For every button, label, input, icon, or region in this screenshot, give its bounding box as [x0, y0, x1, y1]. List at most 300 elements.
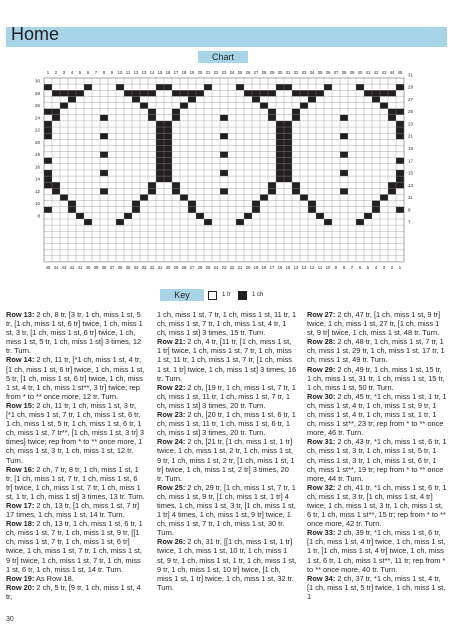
bottom-column-number: 45	[45, 264, 51, 270]
row-text: 2 ch, 37 tr, *1 ch, miss 1 st, 4 tr, [1 ch, miss 1 st, 5 tr] twice, 1 ch, miss 1 st, 1	[307, 573, 446, 601]
chart-cell-filled	[316, 213, 324, 219]
chart-cell-filled	[388, 188, 396, 194]
chart-cell-filled	[268, 188, 276, 194]
key-item-ch: 1 ch	[252, 292, 264, 298]
bottom-column-number: 11	[317, 264, 323, 270]
chart-cell-filled	[172, 115, 180, 121]
top-column-number: 44	[389, 70, 395, 75]
bottom-column-number: 30	[165, 264, 171, 270]
top-column-number: 24	[229, 70, 235, 75]
chart-cell-filled	[164, 170, 172, 176]
chart-cell-filled	[100, 133, 108, 139]
row-heading: Row 22:	[157, 382, 186, 392]
top-column-number: 18	[181, 70, 187, 75]
chart-cell-filled	[276, 127, 284, 133]
top-column-number: 25	[237, 70, 243, 75]
top-column-number: 36	[325, 70, 331, 75]
bottom-column-number: 9	[334, 264, 338, 270]
chart-cell-filled	[164, 145, 172, 151]
bottom-column-number: 14	[293, 264, 299, 270]
row-heading: Row 18:	[6, 519, 35, 529]
row-text: 2 ch, 49 tr, 1 ch, miss 1 st, 15 tr, 1 ch, miss 1 st, 31 tr, 1 ch, miss 1 st, 15 tr, 1 ch, miss 1 st, 50 tr. Turn.	[307, 364, 445, 392]
chart-cell-filled	[308, 96, 316, 102]
top-column-number: 35	[317, 70, 323, 75]
bottom-column-number: 8	[342, 264, 346, 270]
right-row-number: 29	[408, 84, 414, 90]
chart-cell-filled	[372, 201, 380, 207]
right-row-number: 23	[408, 121, 414, 127]
row-text: As Row 18.	[36, 573, 74, 583]
row-heading: Row 26:	[157, 537, 186, 547]
chart-cell-filled	[68, 201, 76, 207]
chart-cell-filled	[284, 84, 292, 90]
top-column-number: 6	[86, 70, 90, 75]
bottom-column-number: 17	[269, 264, 275, 270]
row-heading: Row 28:	[307, 337, 336, 347]
left-row-number: 12	[34, 188, 40, 194]
top-column-number: 14	[149, 70, 155, 75]
bottom-column-number: 29	[173, 264, 179, 270]
chart-cell-filled	[100, 115, 108, 121]
top-column-number: 9	[110, 70, 114, 75]
chart-cell-filled	[380, 103, 388, 109]
right-row-number: 19	[408, 145, 414, 151]
chart-cell-filled	[164, 133, 172, 139]
chart-cell-filled	[140, 90, 148, 96]
chart-cell-filled	[172, 90, 180, 96]
chart-cell-filled	[60, 90, 68, 96]
bottom-column-number: 36	[117, 264, 123, 270]
top-column-number: 40	[357, 70, 363, 75]
chart-cell-filled	[180, 194, 188, 200]
chart-cell-filled	[100, 188, 108, 194]
chart-cell-filled	[156, 176, 164, 182]
row-heading: Row 27:	[307, 310, 336, 319]
top-column-number: 20	[197, 70, 203, 75]
instruction-paragraph	[157, 310, 297, 337]
chart-cell-filled	[284, 121, 292, 127]
top-column-number: 45	[397, 70, 403, 75]
right-row-number: 9	[408, 207, 411, 213]
right-row-number: 21	[408, 133, 414, 139]
chart-cell-filled	[340, 115, 348, 121]
chart-cell-filled	[156, 121, 164, 127]
right-row-number: 31	[408, 72, 414, 78]
bottom-column-number: 16	[277, 264, 283, 270]
top-column-number: 43	[381, 70, 387, 75]
bottom-column-number: 43	[61, 264, 67, 270]
bottom-column-number: 34	[133, 264, 139, 270]
row-text: 2 ch, 8 tr, [3 tr, 1 ch, miss 1 st, 5 tr, [1 ch, miss 1 st, 6 tr] twice, 1 ch, miss 1 st, 3 tr, [1 ch, miss 1 st, 6 tr] twice, 1 ch, miss 1 st, 5 tr, 1 ch, miss 1 st] 3 times, 12 tr. Turn.	[6, 310, 143, 356]
instruction-paragraph	[6, 501, 146, 519]
chart-cell-filled	[100, 170, 108, 176]
chart-cell-filled	[340, 133, 348, 139]
chart-cell-filled	[204, 84, 212, 90]
chart-cell-filled	[372, 207, 380, 213]
chart-cell-filled	[380, 90, 388, 96]
row-text: 2 ch, [20 tr, 1 ch, miss 1 st, 6 tr, 1 ch, miss 1 st, 11 tr, 1 ch, miss 1 st, 6 tr, 1 ch, miss 1 st] 3 times, 20 tr. Turn.	[157, 410, 296, 438]
chart-cell-filled	[156, 84, 164, 90]
chart-cell-filled	[396, 84, 404, 90]
chart-cell-filled	[268, 182, 276, 188]
chart-cell-filled	[204, 219, 212, 225]
top-column-number: 23	[221, 70, 227, 75]
instruction-paragraph	[157, 410, 297, 437]
instructions-column-3	[307, 310, 447, 601]
chart-cell-filled	[52, 90, 60, 96]
chart-cell-filled	[244, 213, 252, 219]
top-column-number: 8	[102, 70, 106, 75]
chart-cell-filled	[140, 194, 148, 200]
chart-cell-filled	[84, 219, 92, 225]
row-heading: Row 25:	[157, 482, 186, 492]
instruction-paragraph	[307, 574, 447, 601]
instruction-paragraph	[157, 437, 297, 482]
top-column-number: 38	[341, 70, 347, 75]
top-column-number: 26	[245, 70, 251, 75]
chart-cell-filled	[68, 96, 76, 102]
top-column-number: 11	[125, 70, 131, 75]
chart-cell-filled	[188, 201, 196, 207]
top-column-number: 22	[213, 70, 219, 75]
top-column-number: 12	[133, 70, 139, 75]
chart-cell-filled	[44, 121, 52, 127]
chart-cell-filled	[164, 121, 172, 127]
chart-cell-filled	[388, 109, 396, 115]
top-column-number: 1	[46, 70, 50, 75]
row-text: 2 ch, 11 tr, 1 ch, miss 1 st, 3 tr, [*1 ch, miss 1 st, 7 tr, 1 ch, miss 1 st, 6 tr, 1 ch, miss 1 st, 5 tr, 1 ch, miss 1 st, 6 tr, 1 ch, miss 1 st, 7 tr**, [1 ch, miss 1 st, 3 tr] 3 times] twice; rep from * to ** once more, 1 ch, miss 1 st, 3 tr, 1 ch, miss 1 st, 12 tr. Turn.	[6, 400, 144, 465]
row-text: 2 ch, [21 tr, [1 ch, miss 1 st, 1 tr] twice, 1 ch, miss 1 st, 2 tr, 1 ch, miss 1 st, 9 tr, 1 ch, miss 1 st, 2 tr, [1 ch, miss 1 st, 1 tr] twice, 1 ch, miss 1 st, 2 tr] 3 times, 20 tr. Turn.	[157, 437, 295, 483]
row-text: 2 ch, 47 tr, [1 ch, miss 1 st, 9 tr] twice, 1 ch, miss 1 st, 27 tr, [1 ch, miss 1 st, 9 tr] twice, 1 ch, miss 1 st, 48 tr. Turn.	[307, 310, 441, 338]
chart-cell-filled	[220, 188, 228, 194]
bottom-column-number: 37	[109, 264, 115, 270]
chart-cell-filled	[132, 201, 140, 207]
bottom-column-number: 3	[382, 264, 386, 270]
bottom-column-number: 24	[213, 264, 219, 270]
top-column-number: 32	[293, 70, 299, 75]
chart-cell-filled	[172, 109, 180, 115]
chart-cell-filled	[396, 176, 404, 182]
right-row-number: 15	[408, 170, 414, 176]
instruction-paragraph	[6, 310, 146, 355]
chart-cell-filled	[308, 207, 316, 213]
chart-cell-filled	[188, 207, 196, 213]
right-row-number: 13	[408, 182, 414, 188]
bottom-column-number: 38	[101, 264, 107, 270]
chart-cell-filled	[220, 170, 228, 176]
right-row-number: 27	[408, 96, 414, 102]
bottom-column-number: 23	[221, 264, 227, 270]
top-column-number: 4	[70, 70, 74, 75]
bottom-column-number: 25	[205, 264, 211, 270]
chart-cell-filled	[84, 84, 92, 90]
chart-cell-filled	[284, 152, 292, 158]
bottom-column-number: 28	[181, 264, 187, 270]
instruction-paragraph	[157, 337, 297, 382]
top-column-number: 42	[373, 70, 379, 75]
chart-cell-filled	[276, 84, 284, 90]
row-heading: Row 13:	[6, 310, 35, 319]
top-column-number: 34	[309, 70, 315, 75]
header-band	[6, 27, 447, 47]
chart-cell-filled	[124, 213, 132, 219]
chart-cell-filled	[396, 133, 404, 139]
left-row-number: 22	[34, 127, 40, 133]
chart-cell-filled	[396, 127, 404, 133]
left-row-number: 10	[34, 201, 40, 207]
row-text: 2 ch, 13 tr, 1 ch, miss 1 st, 6 tr, 1 ch, miss 1 st, 7 tr, 1 ch, miss 1 st, 9 tr, [[1 ch, miss 1 st, 7 tr, 1 ch, miss 1 st, 6 tr] twice, 1 ch, miss 1 st, 7 tr, 1 ch, miss 1 st, 9 tr] twice, 1 ch, miss 1 st, 7 tr, 1 ch, miss 1 st, 6 tr, 1 ch, miss 1 st, 14 tr. Turn.	[6, 519, 143, 574]
chart-cell-filled	[52, 182, 60, 188]
instruction-paragraph	[157, 483, 297, 538]
row-text: 1 ch, miss 1 st, 7 tr, 1 ch, miss 1 st, 11 tr, 1 ch, miss 1 st, 7 tr, 1 ch, miss 1 st, 4 tr, 1 ch, miss 1 st] 3 times, 15 tr. Turn.	[157, 310, 297, 338]
chart-cell-filled	[44, 176, 52, 182]
chart-cell-filled	[52, 109, 60, 115]
chart-cell-filled	[324, 84, 332, 90]
row-text: 2 ch, 43 tr, *1 ch, miss 1 st, 6 tr, 1 ch, miss 1 st, 3 tr, 1 ch, miss 1 st, 5 tr, 1 ch, miss 1 st, 3 tr, 1 ch, miss 1 st, 6 tr, 1 ch, miss 1 st**, 19 tr; rep from * to ** once more, 44 tr. Turn.	[307, 437, 447, 483]
right-row-number: 7	[408, 219, 411, 225]
bottom-column-number: 2	[390, 264, 394, 270]
bottom-column-number: 1	[398, 264, 402, 270]
bottom-column-number: 44	[53, 264, 59, 270]
chart-cell-filled	[164, 84, 172, 90]
page-number: 30	[6, 616, 14, 623]
chart-cell-filled	[252, 90, 260, 96]
instructions-column-2	[157, 310, 297, 592]
bottom-column-number: 42	[69, 264, 75, 270]
row-heading: Row 23:	[157, 410, 186, 420]
chart-cell-filled	[284, 176, 292, 182]
top-column-number: 2	[54, 70, 58, 75]
chart-cell-filled	[148, 90, 156, 96]
instruction-paragraph	[6, 574, 146, 583]
bottom-column-number: 26	[197, 264, 203, 270]
chart-cell-filled	[140, 103, 148, 109]
instruction-paragraph	[307, 528, 447, 573]
row-text: 2 ch, 5 tr, [9 tr, 1 ch, miss 1 st, 4 tr,	[6, 582, 141, 601]
top-column-number: 33	[301, 70, 307, 75]
chart-cell-filled	[164, 152, 172, 158]
chart-cell-filled	[292, 188, 300, 194]
bottom-column-number: 40	[85, 264, 91, 270]
chart-cell-filled	[164, 127, 172, 133]
chart-cell-filled	[148, 109, 156, 115]
chart-cell-filled	[52, 188, 60, 194]
chart-cell-filled	[156, 139, 164, 145]
row-text: 2 ch, 11 tr, [*1 ch, miss 1 st, 4 tr, [1 ch, miss 1 st, 6 tr] twice, 1 ch, miss 1 st, 5 tr, [1 ch, miss 1 st, 6 tr] twice, 1 ch, miss 1 st, 4 tr, 1 ch, miss 1 st**, 3 tr] twice; rep from * to ** once more, 12 tr. Turn.	[6, 355, 145, 401]
chart-cell-filled	[308, 201, 316, 207]
chart-cell-filled	[156, 133, 164, 139]
instruction-paragraph	[157, 383, 297, 410]
chart-cell-filled	[300, 103, 308, 109]
chart-cell-filled	[196, 90, 204, 96]
chart-cell-filled	[372, 90, 380, 96]
chart-cell-filled	[148, 115, 156, 121]
row-text: 2 ch, 45 tr, *1 ch, miss 1 st, 1 tr, 1 ch, miss 1 st, 4 tr, 1 ch, miss 1 st, 9 tr, 1 ch, miss 1 st, 4 tr, 1 ch, miss 1 st, 1 tr, 1 ch, miss 1 st**, 23 tr; rep from * to ** once more, 46 tr. Turn.	[307, 391, 447, 438]
top-column-number: 10	[117, 70, 123, 75]
instruction-paragraph	[157, 537, 297, 592]
chart-cell-filled	[220, 115, 228, 121]
row-text: 2 ch, 31 tr, [[1 ch, miss 1 st, 1 tr] twice, 1 ch, miss 1 st, 10 tr, 1 ch, miss 1 st, 9 tr, 1 ch, miss 1 st, 1 tr, 1 ch, miss 1 st, 9 tr, 1 ch, miss 1 st, 10 tr] twice, [1 ch, miss 1 st, 1 tr] twice, 1 ch, miss 1 st, 32 tr. Turn.	[157, 537, 297, 592]
chart-cell-filled	[164, 139, 172, 145]
chart-cell-filled	[260, 90, 268, 96]
chart-cell-filled	[156, 164, 164, 170]
row-heading: Row 31:	[307, 437, 336, 447]
chart-cell-filled	[156, 145, 164, 151]
instruction-paragraph	[6, 519, 146, 574]
chart-cell-filled	[388, 182, 396, 188]
filet-chart	[0, 62, 453, 287]
top-column-number: 17	[173, 70, 179, 75]
chart-cell-filled	[260, 103, 268, 109]
chart-cell-filled	[276, 133, 284, 139]
chart-cell-filled	[292, 109, 300, 115]
top-column-number: 7	[94, 70, 98, 75]
chart-cell-filled	[252, 96, 260, 102]
instruction-paragraph	[307, 365, 447, 392]
row-heading: Row 30:	[307, 391, 336, 401]
chart-cell-filled	[268, 109, 276, 115]
top-column-number: 41	[365, 70, 371, 75]
chart-label: Chart	[198, 51, 248, 63]
row-text: 2 ch, 13 tr, [1 ch, miss 1 st, 7 tr] 17 times, 1 ch, miss 1 st, 14 tr. Turn.	[6, 500, 140, 520]
row-text: 2 ch, 7 tr, 8 tr, 1 ch, miss 1 st, 1 tr, [1 ch, miss 1 st, 7 tr, 1 ch, miss 1 st, 6 tr] twice, 1 ch, miss 1 st, 7 tr, 1 ch, miss 1 st, 1 tr, 1 ch, miss 1 st] 3 times, 13 tr. Turn.	[6, 464, 145, 501]
chart-cell-filled	[324, 219, 332, 225]
bottom-column-number: 19	[253, 264, 259, 270]
bottom-column-number: 20	[245, 264, 251, 270]
chart-cell-filled	[236, 219, 244, 225]
top-column-number: 5	[78, 70, 82, 75]
chart-cell-filled	[396, 158, 404, 164]
chart-cell-filled	[276, 158, 284, 164]
chart-cell-filled	[252, 201, 260, 207]
chart-cell-filled	[76, 213, 84, 219]
row-text: 2 ch, 4 tr, [11 tr, [1 ch, miss 1 st, 1 tr] twice, 1 ch, miss 1 st, 7 tr, 1 ch, miss 1 st, 11 tr, 1 ch, miss 1 st, 7 tr, [1 ch, miss 1 st, 1 tr] twice, 1 ch, miss 1 st] 3 times, 16 tr. Turn.	[157, 337, 297, 383]
chart-cell-filled	[172, 182, 180, 188]
bottom-column-number: 12	[309, 264, 315, 270]
chart-cell-filled	[380, 194, 388, 200]
bottom-column-number: 21	[237, 264, 243, 270]
bottom-column-number: 39	[93, 264, 99, 270]
right-row-number: 17	[408, 158, 414, 164]
bottom-column-number: 32	[149, 264, 155, 270]
chart-cell-filled	[356, 84, 364, 90]
top-column-number: 13	[141, 70, 147, 75]
row-text: 2 ch, 29 tr, [1 ch, miss 1 st, 7 tr, 1 ch, miss 1 st, 9 tr, [1 ch, miss 1 st, 1 tr] 4 times, 1 ch, miss 1 st, 3 tr, [1 ch, miss 1 st, 1 tr] 4 times, 1 ch, miss 1 st, 9 tr] twice, 1 ch, miss 1 st, 7 tr, 1 ch, miss 1 st, 30 tr. Turn.	[157, 482, 296, 538]
chart-cell-filled	[364, 90, 372, 96]
row-heading: Row 17:	[6, 500, 35, 510]
chart-cell-filled	[100, 152, 108, 158]
chart-cell-filled	[276, 170, 284, 176]
chart-cell-filled	[276, 164, 284, 170]
chart-cell-filled	[220, 152, 228, 158]
chart-cell-filled	[44, 127, 52, 133]
chart-cell-filled	[284, 158, 292, 164]
chart-cell-filled	[236, 84, 244, 90]
chart-cell-filled	[284, 139, 292, 145]
left-row-number: 8	[37, 213, 40, 219]
bottom-column-number: 22	[229, 264, 235, 270]
chart-cell-filled	[68, 90, 76, 96]
chart-cell-filled	[364, 213, 372, 219]
chart-cell-filled	[396, 170, 404, 176]
row-text: 2 ch, 48 tr, 1 ch, miss 1 st, 7 tr, 1 ch, miss 1 st, 29 tr, 1 ch, miss 1 st, 17 tr, 1 ch, miss 1 st, 49 tr. Turn.	[307, 337, 445, 365]
bottom-column-number: 18	[261, 264, 267, 270]
left-row-number: 28	[34, 90, 40, 96]
filled-square-icon	[238, 291, 247, 300]
row-heading: Row 19:	[6, 573, 35, 583]
empty-square-icon	[208, 291, 217, 300]
bottom-column-number: 35	[125, 264, 131, 270]
top-column-number: 15	[157, 70, 163, 75]
chart-cell-filled	[220, 133, 228, 139]
chart-cell-filled	[252, 207, 260, 213]
chart-cell-filled	[388, 90, 396, 96]
chart-cell-filled	[276, 139, 284, 145]
left-row-number: 14	[34, 176, 40, 182]
chart-cell-filled	[44, 84, 52, 90]
row-heading: Row 16:	[6, 464, 35, 474]
chart-cell-filled	[268, 90, 276, 96]
instruction-paragraph	[6, 465, 146, 501]
chart-cell-filled	[284, 127, 292, 133]
chart-cell-filled	[172, 188, 180, 194]
chart-cell-filled	[156, 158, 164, 164]
top-column-number: 30	[277, 70, 283, 75]
chart-cell-filled	[180, 90, 188, 96]
chart-cell-filled	[292, 90, 300, 96]
chart-cell-filled	[132, 90, 140, 96]
top-column-number: 19	[189, 70, 195, 75]
chart-cell-filled	[276, 121, 284, 127]
left-row-number: 16	[34, 164, 40, 170]
chart-cell-filled	[60, 103, 68, 109]
top-column-number: 31	[285, 70, 291, 75]
bottom-column-number: 10	[325, 264, 331, 270]
chart-cell-filled	[268, 115, 276, 121]
chart-cell-filled	[340, 152, 348, 158]
chart-cell-filled	[44, 182, 52, 188]
bottom-column-number: 27	[189, 264, 195, 270]
chart-cell-filled	[292, 182, 300, 188]
right-row-number: 25	[408, 109, 414, 115]
chart-cell-filled	[292, 115, 300, 121]
top-column-number: 28	[261, 70, 267, 75]
chart-cell-filled	[260, 194, 268, 200]
chart-cell-filled	[68, 207, 76, 213]
chart-cell-filled	[156, 152, 164, 158]
top-column-number: 29	[269, 70, 275, 75]
instructions-column-1	[6, 310, 146, 601]
top-column-number: 16	[165, 70, 171, 75]
bottom-column-number: 31	[157, 264, 163, 270]
chart-cell-filled	[396, 182, 404, 188]
chart-cell-filled	[132, 207, 140, 213]
chart-cell-filled	[284, 133, 292, 139]
chart-cell-filled	[116, 219, 124, 225]
left-row-number: 18	[34, 152, 40, 158]
bottom-column-number: 13	[301, 264, 307, 270]
chart-cell-filled	[156, 127, 164, 133]
instruction-paragraph	[307, 437, 447, 482]
key-label: Key	[160, 289, 204, 301]
instruction-paragraph	[6, 355, 146, 400]
chart-cell-filled	[188, 96, 196, 102]
left-row-number: 20	[34, 139, 40, 145]
row-heading: Row 21:	[157, 337, 186, 347]
chart-cell-filled	[388, 115, 396, 121]
instruction-paragraph	[307, 337, 447, 364]
row-heading: Row 20:	[6, 582, 35, 592]
